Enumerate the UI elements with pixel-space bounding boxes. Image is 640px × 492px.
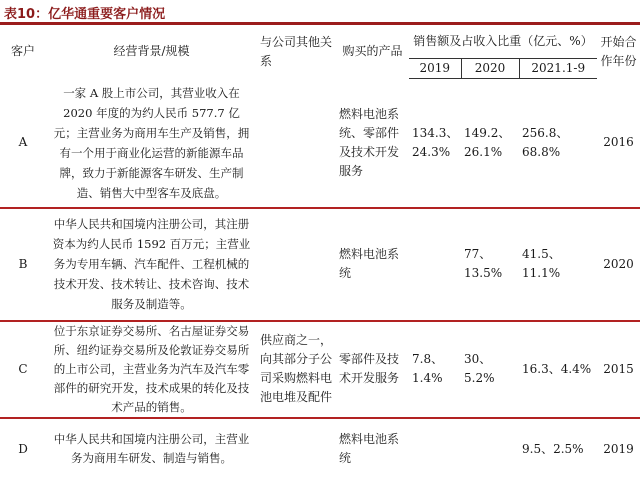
cell-2019: 7.8、1.4%	[409, 321, 461, 418]
cell-start: 2020	[597, 208, 640, 321]
cell-relation	[257, 79, 336, 208]
header-background: 经营背景/规模	[113, 44, 190, 59]
cell-2019	[409, 418, 461, 480]
header-year-2019: 2019	[409, 59, 461, 79]
table-title: 表10：亿华通重要客户情况	[4, 7, 166, 22]
cell-2021: 9.5、2.5%	[522, 441, 584, 456]
cell-2021: 16.3、4.4%	[519, 321, 597, 418]
cell-2021: 256.8、68.8%	[519, 79, 597, 208]
cell-customer: C	[0, 321, 46, 418]
customer-table	[0, 25, 640, 480]
cell-2019: 134.3、24.3%	[409, 79, 461, 208]
cell-customer: B	[0, 208, 46, 321]
cell-background: 位于东京证券交易所、名古屋证券交易所、纽约证券交易所及伦敦证券交易所的上市公司，主营业务为汽车及汽车零部件的研究开发，技术成果的转化及技术产品的销售。	[46, 321, 257, 418]
cell-2019	[409, 208, 461, 321]
table-row	[0, 208, 640, 321]
cell-2021: 41.5、11.1%	[519, 208, 597, 321]
header-sales: 销售额及占收入比重（亿元、%）	[413, 34, 593, 48]
cell-2020: 77、13.5%	[461, 208, 519, 321]
cell-customer: D	[18, 441, 28, 456]
cell-background: 一家 A 股上市公司，其营业收入在 2020 年度的为约人民币 577.7 亿元；主营业务为商用车生产及销售，拥有一个用于商业化运营的新能源车品牌，致力于新能源客车研发、生产制造、销售大中型客车及底盘。	[46, 79, 257, 208]
header-product: 购买的产品	[342, 44, 403, 59]
cell-relation: 供应商之一，向其部分子公司采购燃料电池电堆及配件	[257, 321, 336, 418]
table-row	[0, 418, 640, 480]
cell-background: 中华人民共和国境内注册公司，主营业务为商用车研发、制造与销售。	[53, 432, 250, 465]
cell-product: 零部件及技术开发服务	[336, 321, 409, 418]
cell-start: 2016	[597, 79, 640, 208]
cell-2020	[461, 418, 519, 480]
header-customer: 客户	[10, 44, 35, 59]
header-year-2021: 2021.1-9	[519, 59, 597, 79]
cell-product: 燃料电池系统、零部件及技术开发服务	[336, 79, 409, 208]
cell-product: 燃料电池系统	[336, 208, 409, 321]
cell-customer: A	[0, 79, 46, 208]
cell-background: 中华人民共和国境内注册公司，其注册资本为约人民币 1592 百万元；主营业务为专用车辆、汽车配件、工程机械的技术开发、技术转让、技术咨询、技术服务及制造等。	[46, 208, 257, 321]
cell-start: 2015	[597, 321, 640, 418]
cell-relation	[257, 208, 336, 321]
cell-product: 燃料电池系统	[339, 432, 400, 465]
cell-2020: 149.2、26.1%	[461, 79, 519, 208]
table-row	[0, 321, 640, 418]
header-start: 开始合作年份	[600, 34, 637, 68]
cell-2020: 30、5.2%	[461, 321, 519, 418]
header-year-2020: 2020	[461, 59, 519, 79]
header-relation: 与公司其他关系	[260, 34, 333, 68]
table-row	[0, 79, 640, 208]
cell-start: 2019	[603, 441, 634, 456]
cell-relation	[257, 418, 336, 480]
